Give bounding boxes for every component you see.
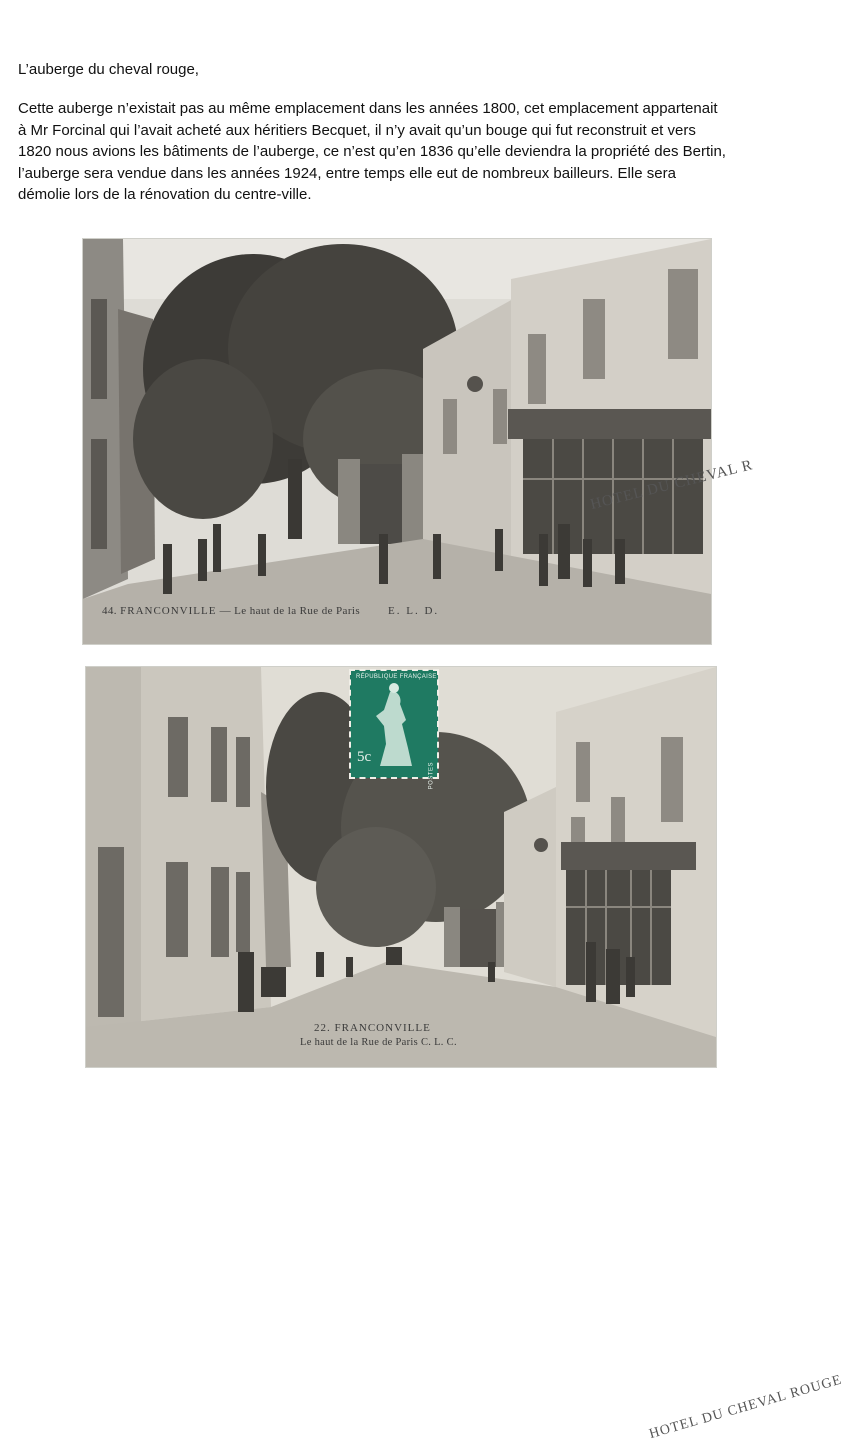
paragraph-line: l’auberge sera vendue dans les années 1924, entre temps elle eut de nombreux bailleurs. Elle sera bbox=[18, 164, 676, 182]
caption-subtitle: — Le haut de la Rue de Paris bbox=[219, 605, 361, 617]
caption-publisher: E. L. D. bbox=[388, 605, 440, 617]
caption-number: 44. bbox=[102, 605, 117, 617]
stamp-value: 5c bbox=[357, 749, 372, 765]
facade-sign: HOTEL DU CHEVAL R bbox=[588, 457, 755, 514]
paragraph-line: Cette auberge n’existait pas au même emplacement dans les années 1800, cet emplacement appartenait bbox=[18, 100, 718, 117]
postcard-1-illustration bbox=[83, 239, 711, 644]
history-paragraph bbox=[18, 98, 778, 206]
paragraph-line: à Mr Forcinal qui l’avait acheté aux héritiers Becquet, il n’y avait qu’un bouge qui fut reconstruit et vers bbox=[18, 121, 696, 139]
paragraph-line: 1820 nous avions les bâtiments de l’auberge, ce n’est qu’en 1836 qu’elle deviendra la propriété des Bertin, bbox=[18, 143, 726, 160]
caption-number: 22. bbox=[314, 1022, 331, 1034]
postcard-2-caption-line1 bbox=[314, 1022, 431, 1034]
stamp-country: RÉPUBLIQUE FRANÇAISE bbox=[356, 674, 437, 680]
postcard-1-caption bbox=[102, 605, 439, 617]
postcard-photo-1 bbox=[82, 238, 755, 645]
postcard-2-caption-line2: Le haut de la Rue de Paris C. L. C. bbox=[300, 1037, 457, 1048]
stamp-postes: POSTES bbox=[428, 762, 434, 790]
caption-town: FRANCONVILLE bbox=[334, 1022, 431, 1034]
caption-town: FRANCONVILLE bbox=[120, 605, 217, 617]
facade-sign: HOTEL DU CHEVAL ROUGE bbox=[647, 1372, 844, 1443]
document-heading: L’auberge du cheval rouge, bbox=[18, 61, 199, 78]
postage-stamp bbox=[350, 670, 438, 790]
paragraph-line: démolie lors de la rénovation du centre-ville. bbox=[18, 186, 312, 203]
